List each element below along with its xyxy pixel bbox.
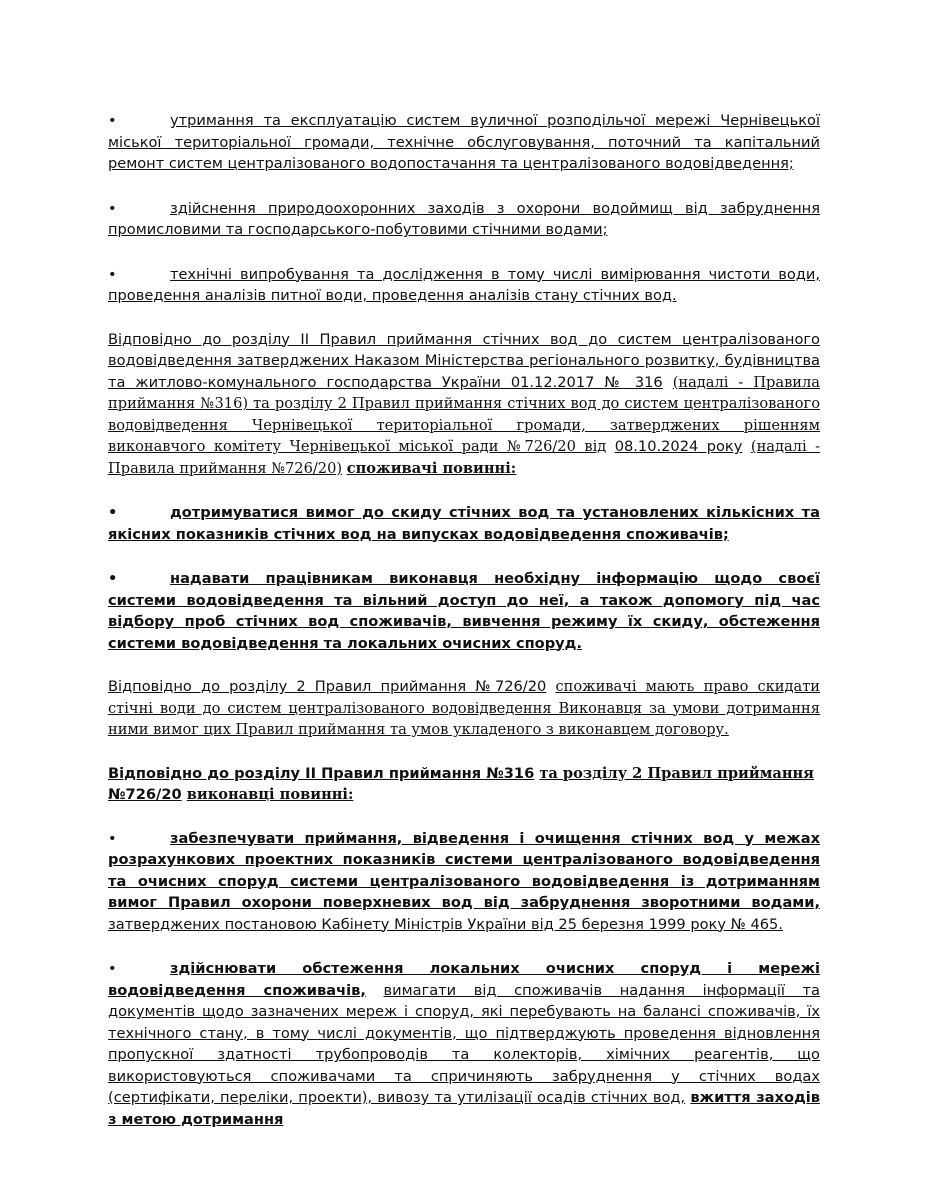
paragraph-text: №726/20	[108, 786, 182, 803]
bullet-item-discharge	[108, 502, 820, 545]
bullet-glyph: •	[108, 112, 117, 129]
bullet-item-inspection	[108, 958, 820, 1130]
paragraph-text: та розділу 2 Правил приймання	[539, 764, 814, 782]
bullet-text: вжиття заходів з метою дотримання	[108, 1089, 820, 1128]
paragraph-consumer-rights	[108, 676, 820, 741]
bullet-glyph: •	[108, 960, 117, 977]
paragraph-emphasis: споживачі повинні:	[346, 459, 517, 477]
paragraph-contractor-duties	[108, 763, 820, 806]
bullet-item-reception	[108, 828, 820, 936]
bullet-glyph: •	[108, 199, 117, 217]
paragraph-text: Відповідно до розділу II Правил приймання стічних вод до систем централізованого водовідведення затверджених Наказом Міністерства регіонального розвитку, будівництва та житлово-комунального господарства України 01.12.2017 № 316	[108, 330, 820, 391]
bullet-item-testing	[108, 264, 820, 307]
paragraph-text: Відповідно до розділу 2 Правил приймання №726/20	[108, 678, 547, 695]
paragraph-date: 08.10.2024 року	[614, 438, 743, 455]
paragraph-text: виконавці повинні:	[186, 786, 354, 803]
bullet-glyph: •	[108, 265, 117, 283]
document-body	[108, 110, 820, 1148]
bullet-glyph: •	[108, 829, 117, 847]
paragraph-text: (надалі - Правила приймання №316) та розділу 2 Правил приймання стічних вод до систем централізованого водовідведення Чернівецької територіальної громади, затверджених рішенням виконавчого комітету Чернівецької міської ради №726/20 від	[108, 373, 821, 455]
bullet-text: здійснення природоохоронних заходів з охорони водоймищ від забруднення промисловими та господарського-побутовими стічними водами;	[108, 199, 820, 238]
bullet-text: вимагати від споживачів надання інформації та документів щодо зазначених мереж і споруд, які перебувають на балансі споживачів, їх технічного стану, в тому числі документів, що підтверджують проведення відновлення пропускної здатності трубопроводів та колекторів, хімічних реагентів, що використовуються споживачами та спричиняють забруднення у стічних водах (сертифікати, переліки, проекти), вивозу та утилізації осадів стічних вод,	[108, 981, 821, 1106]
bullet-item-access	[108, 568, 820, 654]
bullet-text: технічні випробування та дослідження в тому числі вимірювання чистоти води, проведення аналізів питної води, проведення аналізів стану стічних вод.	[108, 265, 820, 304]
paragraph-text: споживачі мають право скидати стічні води до систем централізованого водовідведення Виконавця за умови дотримання ними вимог цих Правил приймання та умов укладеного з виконавцем договору.	[108, 678, 821, 738]
bullet-item-maintenance	[108, 110, 820, 175]
bullet-text: дотримуватися вимог до скиду стічних вод та установлених кількісних та якісних показників стічних вод на випусках водовідведення споживачів;	[108, 504, 820, 543]
paragraph-text: Відповідно до розділу II Правил приймання №316	[108, 764, 535, 782]
bullet-text: затверджених постановою Кабінету Міністрів України від 25 березня 1999 року № 465.	[108, 915, 783, 933]
bullet-item-environmental	[108, 198, 820, 241]
bullet-text: утримання та експлуатацію систем вуличної розподільчої мережі Чернівецької міської територіальної громади, технічне обслуговування, поточний та капітальний ремонт систем централізованого водопостачання та централізованого водовідведення;	[108, 112, 820, 172]
bullet-glyph: •	[108, 504, 118, 521]
paragraph-text: (надалі - Правила приймання №726/20)	[108, 438, 821, 477]
bullet-text: забезпечувати приймання, відведення і очищення стічних вод у межах розрахункових проектних показників системи централізованого водовідведення та очисних споруд системи централізованого водовідведення із дотриманням вимог Правил охорони поверхневих вод від забруднення зворотними водами,	[108, 829, 820, 911]
paragraph-consumer-duties	[108, 329, 820, 480]
bullet-text: здійснювати обстеження локальних очисних споруд і мережі водовідведення споживачів,	[108, 960, 820, 999]
bullet-glyph: •	[108, 570, 118, 587]
bullet-text: надавати працівникам виконавця необхідну інформацію щодо своєї системи водовідведення та вільний доступ до неї, а також допомогу під час відбору проб стічних вод споживачів, вивчення режиму їх скиду, обстеження системи водовідведення та локальних очисних споруд.	[108, 570, 820, 652]
